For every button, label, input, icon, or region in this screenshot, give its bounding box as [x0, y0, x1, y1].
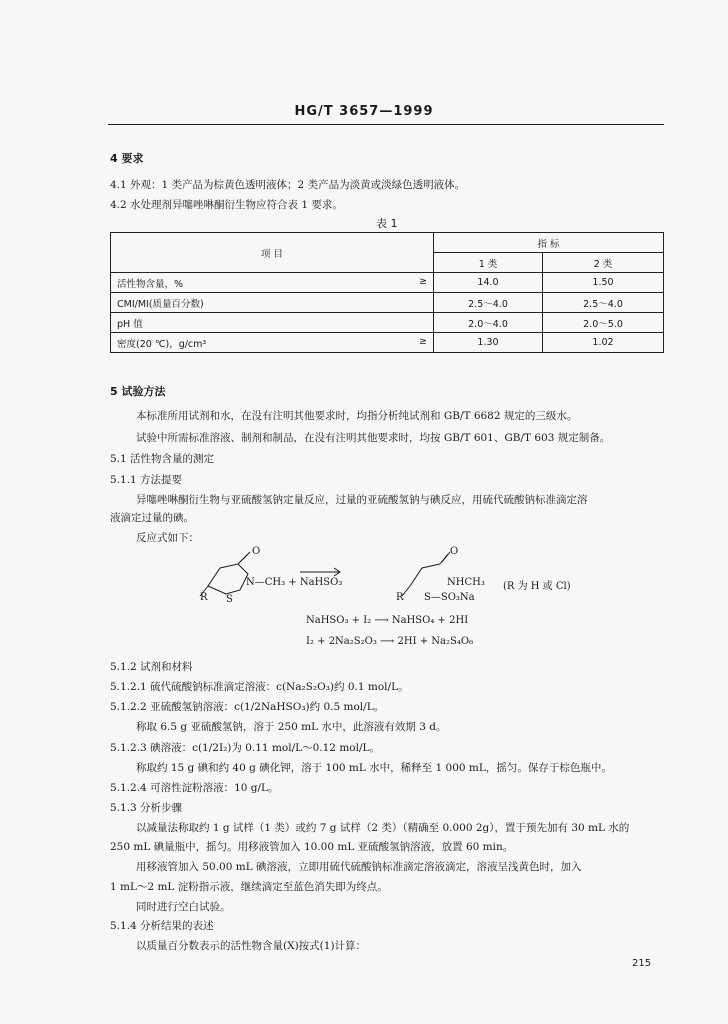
header-class-2: 2 类: [543, 253, 664, 273]
header-rule: [108, 124, 664, 125]
header-item: 项 目: [111, 233, 434, 273]
row-class-2: 2.0～5.0: [543, 313, 664, 333]
row-class-2: 1.50: [543, 273, 664, 293]
procedure-line-2: 250 mL 碘量瓶中，摇匀。用移液管加入 10.00 mL 亚硫酸氢钠溶液，放置 60 min。: [110, 841, 514, 853]
clause-5-1-2: 5.1.2 试剂和材料: [110, 661, 193, 673]
product-r: R: [396, 592, 404, 603]
page-number: 215: [632, 958, 652, 969]
row-item: CMI/MI(质量百分数): [117, 298, 204, 310]
section-5-para-2: 试验中所需标准溶液、制剂和制品，在没有注明其他要求时，均按 GB/T 601、GB/T 603 规定制备。: [136, 432, 611, 444]
product-carbonyl-o: O: [450, 546, 459, 557]
clause-5-1-2-2: 5.1.2.2 亚硫酸氢钠溶液：c(1/2NaHSO₃)约 0.5 mol/L。: [110, 701, 385, 713]
clause-5-1: 5.1 活性物含量的测定: [110, 453, 215, 465]
row-class-2: 1.02: [543, 333, 664, 353]
row-class-1: 2.5～4.0: [434, 293, 543, 313]
procedure-line-4: 1 mL～2 mL 淀粉指示液，继续滴定至蓝色消失即为终点。: [110, 881, 388, 893]
method-para-line-2: 液滴定过量的碘。: [110, 512, 194, 524]
row-class-1: 1.30: [434, 333, 543, 353]
result-expression-text: 以质量百分数表示的活性物含量(X)按式(1)计算：: [136, 940, 367, 952]
clause-5-1-2-4: 5.1.2.4 可溶性淀粉溶液：10 g/L。: [110, 782, 279, 794]
clause-5-1-2-2-text: 称取 6.5 g 亚硫酸氢钠，溶于 250 mL 水中，此溶液有效期 3 d。: [136, 721, 447, 733]
row-item: pH 值: [117, 318, 143, 330]
clause-5-1-2-3-text: 称取约 15 g 碘和约 40 g 碘化钾，溶于 100 mL 水中，稀释至 1 000 mL，摇匀。保存于棕色瓶中。: [136, 762, 612, 774]
clause-5-1-3: 5.1.3 分析步骤: [110, 802, 183, 814]
reactant-r: R: [200, 592, 208, 603]
reactant-carbonyl-o: O: [252, 546, 261, 557]
equation-2: NaHSO₃ + I₂ ⟶ NaHSO₄ + 2HI: [306, 615, 469, 626]
row-operator: ≥: [419, 275, 427, 287]
clause-5-1-2-3: 5.1.2.3 碘溶液：c(1/2I₂)为 0.11 mol/L～0.12 mol/L。: [110, 742, 380, 754]
product-nhch3: NHCH₃: [447, 577, 485, 588]
procedure-line-1: 以减量法称取约 1 g 试样（1 类）或约 7 g 试样（2 类）（精确至 0.000 2g），置于预先加有 30 mL 水的: [136, 822, 630, 834]
header-spec: 指 标: [434, 233, 664, 253]
section-4-title: 4 要求: [110, 152, 144, 165]
method-para-line-1: 异噻唑啉酮衍生物与亚硫酸氢钠定量反应，过量的亚硫酸氢钠与碘反应，用硫代硫酸钠标准滴定溶: [136, 494, 588, 506]
reactant-s: S: [226, 594, 233, 605]
requirements-table: [110, 232, 664, 353]
clause-4-2: 4.2 水处理剂异噻唑啉酮衍生物应符合表 1 要求。: [110, 199, 343, 211]
clause-5-1-1: 5.1.1 方法提要: [110, 474, 183, 486]
reaction-note: (R 为 H 或 Cl): [503, 581, 571, 592]
product-so3na: S—SO₃Na: [424, 592, 475, 603]
table-row: [111, 333, 664, 353]
table-title: 表 1: [376, 217, 398, 230]
section-5-para-1: 本标准所用试剂和水，在没有注明其他要求时，均指分析纯试剂和 GB/T 6682 规定的三级水。: [136, 410, 578, 422]
row-class-1: 14.0: [434, 273, 543, 293]
row-item: 密度(20 ℃)，g/cm³: [117, 338, 207, 350]
procedure-line-3: 用移液管加入 50.00 mL 碘溶液，立即用硫代硫酸钠标准滴定溶液滴定，溶液呈浅黄色时，加入: [136, 861, 582, 873]
row-class-2: 2.5～4.0: [543, 293, 664, 313]
clause-5-1-2-1: 5.1.2.1 硫代硫酸钠标准滴定溶液：c(Na₂S₂O₃)约 0.1 mol/L。: [110, 681, 409, 693]
row-class-1: 2.0～4.0: [434, 313, 543, 333]
header-class-1: 1 类: [434, 253, 543, 273]
row-item: 活性物含量，%: [117, 278, 184, 290]
clause-4-1: 4.1 外观：1 类产品为棕黄色透明液体；2 类产品为淡黄或淡绿色透明液体。: [110, 179, 466, 191]
section-5-title: 5 试验方法: [110, 385, 166, 398]
row-operator: ≥: [419, 335, 427, 347]
equation-3: I₂ + 2Na₂S₂O₃ ⟶ 2HI + Na₂S₄O₆: [306, 636, 474, 647]
table-row: [111, 313, 664, 333]
reactant-n-group: N—CH₃ + NaHSO₃: [246, 577, 343, 588]
reaction-intro: 反应式如下：: [136, 532, 199, 544]
table-row: [111, 293, 664, 313]
table-header-row: [111, 233, 664, 253]
table-row: [111, 273, 664, 293]
procedure-line-5: 同时进行空白试验。: [136, 901, 231, 913]
standard-code-header: HG/T 3657—1999: [294, 104, 434, 119]
clause-5-1-4: 5.1.4 分析结果的表述: [110, 920, 214, 932]
